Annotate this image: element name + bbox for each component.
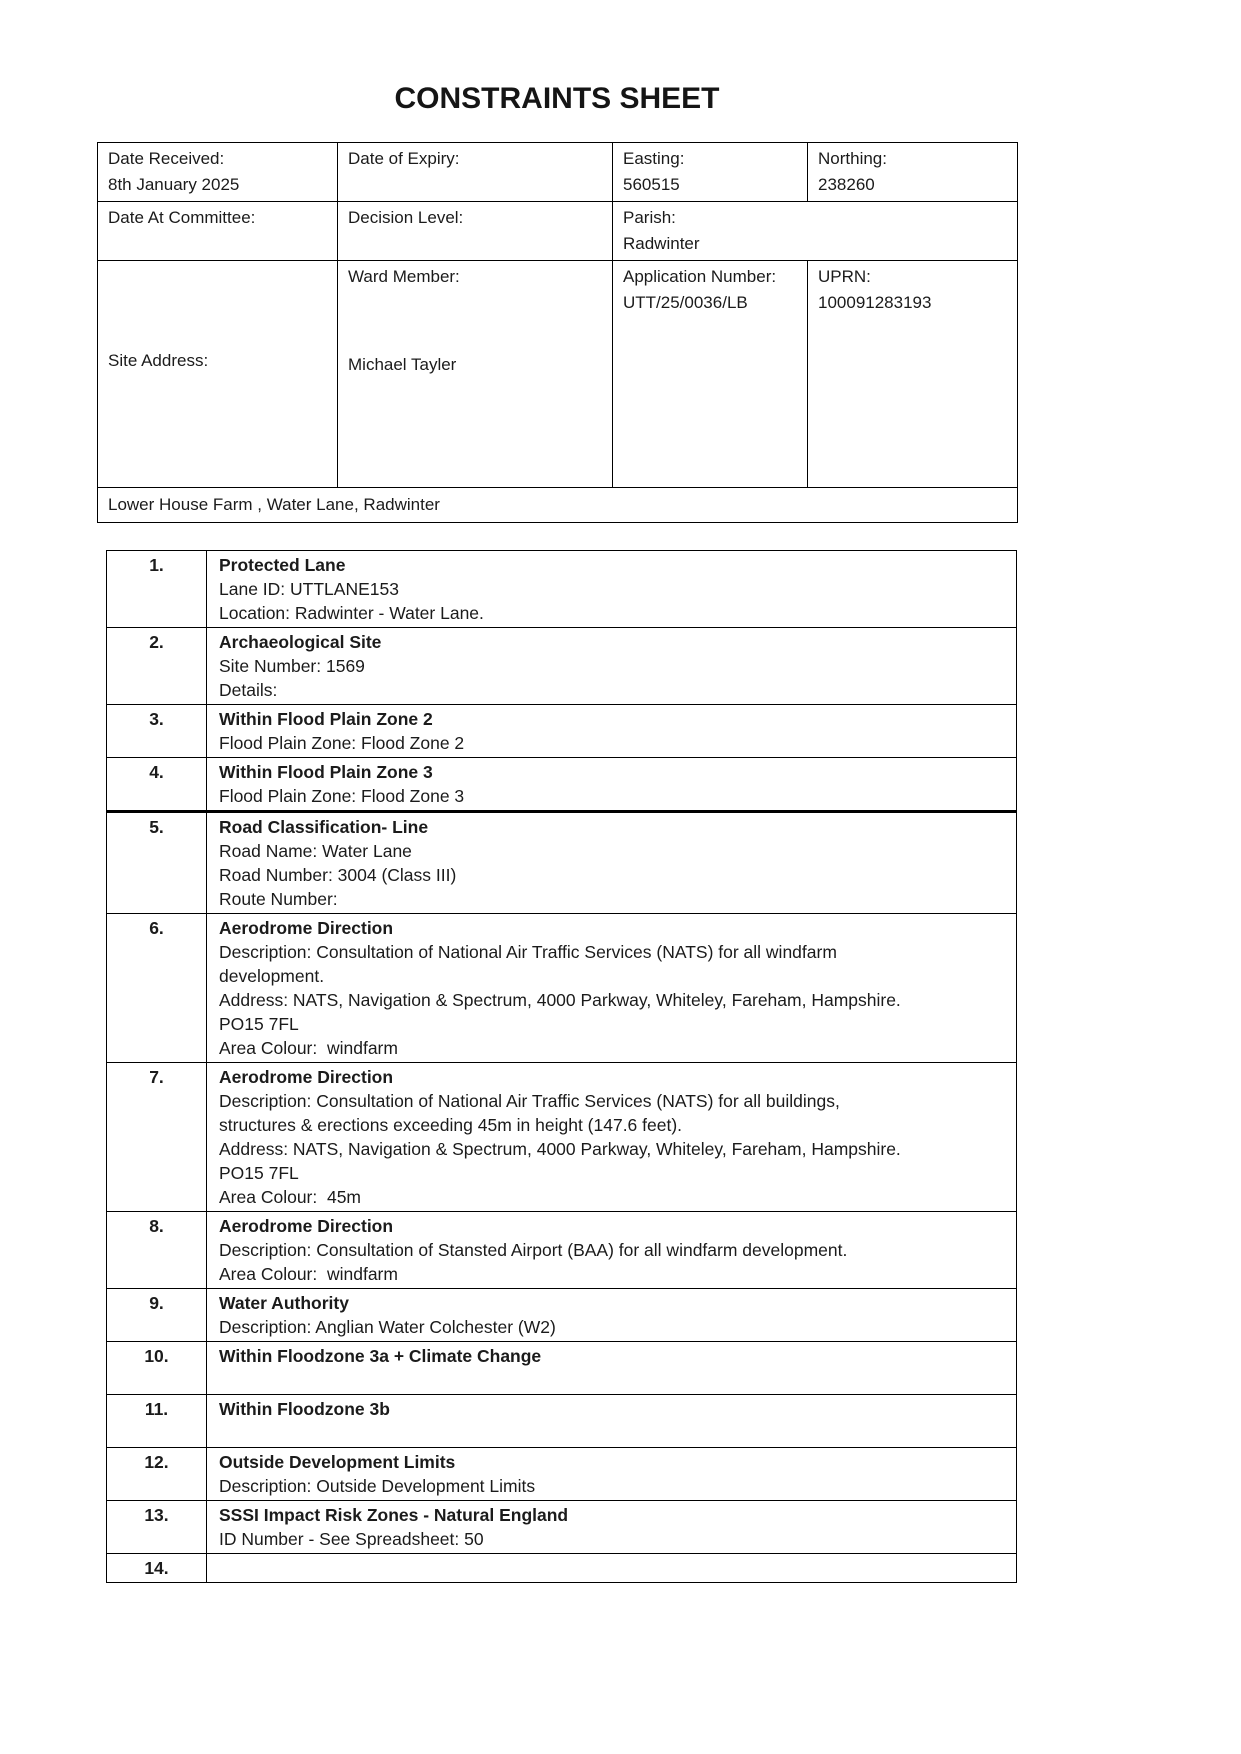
uprn-value: 100091283193 <box>818 293 932 312</box>
constraint-number: 3. <box>107 705 207 758</box>
constraint-number: 14. <box>107 1554 207 1583</box>
constraint-line: PO15 7FL <box>219 1014 299 1034</box>
constraint-line: Location: Radwinter - Water Lane. <box>219 603 484 623</box>
site-address-value: Lower House Farm , Water Lane, Radwinter <box>108 495 440 514</box>
parish-value: Radwinter <box>623 234 700 253</box>
cell-date-at-committee <box>98 202 338 261</box>
constraint-content <box>207 705 1017 758</box>
cell-date-of-expiry <box>338 143 613 202</box>
constraint-title: Within Floodzone 3a + Climate Change <box>219 1346 542 1366</box>
constraint-title: Road Classification- Line <box>219 817 429 837</box>
constraint-title: Within Floodzone 3b <box>219 1399 390 1419</box>
constraint-row <box>107 551 1017 628</box>
constraint-content <box>207 914 1017 1063</box>
constraint-content <box>207 812 1017 914</box>
constraint-line: ID Number - See Spreadsheet: 50 <box>219 1529 484 1549</box>
cell-application-number <box>613 261 808 488</box>
northing-value: 238260 <box>818 175 875 194</box>
uprn-label: UPRN: <box>818 267 871 286</box>
constraint-number: 5. <box>107 812 207 914</box>
constraint-content <box>207 1289 1017 1342</box>
constraint-content <box>207 1212 1017 1289</box>
constraint-line: Route Number: <box>219 889 338 909</box>
constraint-title: Outside Development Limits <box>219 1452 456 1472</box>
constraint-line: Description: Consultation of Stansted Airport (BAA) for all windfarm development. <box>219 1240 848 1260</box>
constraints-table <box>106 550 1017 1583</box>
constraint-line: Road Name: Water Lane <box>219 841 412 861</box>
constraint-number: 4. <box>107 758 207 812</box>
constraint-title: Archaeological Site <box>219 632 382 652</box>
application-number-label: Application Number: <box>623 267 777 286</box>
ward-member-value: Michael Tayler <box>348 355 457 374</box>
constraint-content <box>207 1554 1017 1583</box>
cell-decision-level <box>338 202 613 261</box>
constraint-row <box>107 1501 1017 1554</box>
constraint-title: SSSI Impact Risk Zones - Natural England <box>219 1505 569 1525</box>
easting-label: Easting: <box>623 149 685 168</box>
constraint-title: Within Flood Plain Zone 3 <box>219 762 433 782</box>
constraint-title: Aerodrome Direction <box>219 1216 394 1236</box>
cell-parish <box>613 202 1018 261</box>
constraint-row <box>107 705 1017 758</box>
constraint-row <box>107 1342 1017 1395</box>
constraint-number: 11. <box>107 1395 207 1448</box>
constraint-number: 13. <box>107 1501 207 1554</box>
cell-date-received <box>98 143 338 202</box>
constraint-number: 1. <box>107 551 207 628</box>
constraint-line: Area Colour: windfarm <box>219 1038 398 1058</box>
constraint-row <box>107 758 1017 812</box>
constraint-number: 7. <box>107 1063 207 1212</box>
cell-easting <box>613 143 808 202</box>
constraint-line: Lane ID: UTTLANE153 <box>219 579 399 599</box>
constraint-row <box>107 1554 1017 1583</box>
northing-label: Northing: <box>818 149 887 168</box>
cell-uprn <box>808 261 1018 488</box>
constraint-line: Description: Consultation of National Air Traffic Services (NATS) for all windfarm <box>219 942 837 962</box>
page-title: CONSTRAINTS SHEET <box>394 82 720 115</box>
constraint-line: structures & erections exceeding 45m in height (147.6 feet). <box>219 1115 683 1135</box>
constraint-number: 8. <box>107 1212 207 1289</box>
constraint-row <box>107 914 1017 1063</box>
constraint-title <box>219 1556 1008 1580</box>
constraint-content <box>207 1395 1017 1448</box>
cell-site-address <box>98 261 338 488</box>
constraint-line: Description: Consultation of National Air Traffic Services (NATS) for all buildings, <box>219 1091 840 1111</box>
constraints-sheet-page <box>0 82 1241 1754</box>
constraint-content <box>207 1063 1017 1212</box>
constraint-content <box>207 1448 1017 1501</box>
constraint-content <box>207 628 1017 705</box>
cell-ward-member <box>338 261 613 488</box>
constraint-line: Description: Outside Development Limits <box>219 1476 536 1496</box>
site-address-label: Site Address: <box>108 351 209 370</box>
constraint-row <box>107 1395 1017 1448</box>
constraint-row <box>107 1212 1017 1289</box>
constraint-number: 9. <box>107 1289 207 1342</box>
constraint-line: Site Number: 1569 <box>219 656 365 676</box>
date-received-value: 8th January 2025 <box>108 175 240 194</box>
constraint-content <box>207 1342 1017 1395</box>
constraint-line: Road Number: 3004 (Class III) <box>219 865 457 885</box>
constraint-title: Aerodrome Direction <box>219 1067 394 1087</box>
constraint-line: Address: NATS, Navigation & Spectrum, 4000 Parkway, Whiteley, Fareham, Hampshire. <box>219 990 901 1010</box>
constraint-title: Aerodrome Direction <box>219 918 394 938</box>
cell-site-address-value <box>98 488 1018 523</box>
constraint-line: Description: Anglian Water Colchester (W2) <box>219 1317 556 1337</box>
constraint-title: Protected Lane <box>219 555 346 575</box>
constraint-number: 10. <box>107 1342 207 1395</box>
constraint-line: PO15 7FL <box>219 1163 299 1183</box>
constraint-content <box>207 758 1017 812</box>
constraint-row <box>107 1063 1017 1212</box>
cell-northing <box>808 143 1018 202</box>
date-of-expiry-label: Date of Expiry: <box>348 149 460 168</box>
constraint-content <box>207 551 1017 628</box>
constraint-title: Within Flood Plain Zone 2 <box>219 709 433 729</box>
constraint-line: Area Colour: 45m <box>219 1187 362 1207</box>
constraint-line: Area Colour: windfarm <box>219 1264 398 1284</box>
constraint-line: Address: NATS, Navigation & Spectrum, 4000 Parkway, Whiteley, Fareham, Hampshire. <box>219 1139 901 1159</box>
constraint-row <box>107 628 1017 705</box>
constraint-line: Details: <box>219 680 278 700</box>
constraint-line <box>219 1421 1008 1445</box>
constraint-row <box>107 1289 1017 1342</box>
date-received-label: Date Received: <box>108 149 225 168</box>
constraint-row <box>107 1448 1017 1501</box>
constraint-row <box>107 812 1017 914</box>
constraint-number: 12. <box>107 1448 207 1501</box>
date-at-committee-label: Date At Committee: <box>108 208 256 227</box>
constraint-line: Flood Plain Zone: Flood Zone 2 <box>219 733 465 753</box>
constraint-line: Flood Plain Zone: Flood Zone 3 <box>219 786 465 806</box>
constraints-table-body <box>107 551 1017 1583</box>
application-number-value: UTT/25/0036/LB <box>623 293 748 312</box>
decision-level-label: Decision Level: <box>348 208 464 227</box>
constraint-line: development. <box>219 966 325 986</box>
constraint-line <box>219 1368 1008 1392</box>
constraint-title: Water Authority <box>219 1293 349 1313</box>
parish-label: Parish: <box>623 208 676 227</box>
ward-member-label: Ward Member: <box>348 267 460 286</box>
constraint-number: 2. <box>107 628 207 705</box>
constraint-number: 6. <box>107 914 207 1063</box>
header-table <box>97 142 1018 523</box>
constraint-content <box>207 1501 1017 1554</box>
easting-value: 560515 <box>623 175 680 194</box>
